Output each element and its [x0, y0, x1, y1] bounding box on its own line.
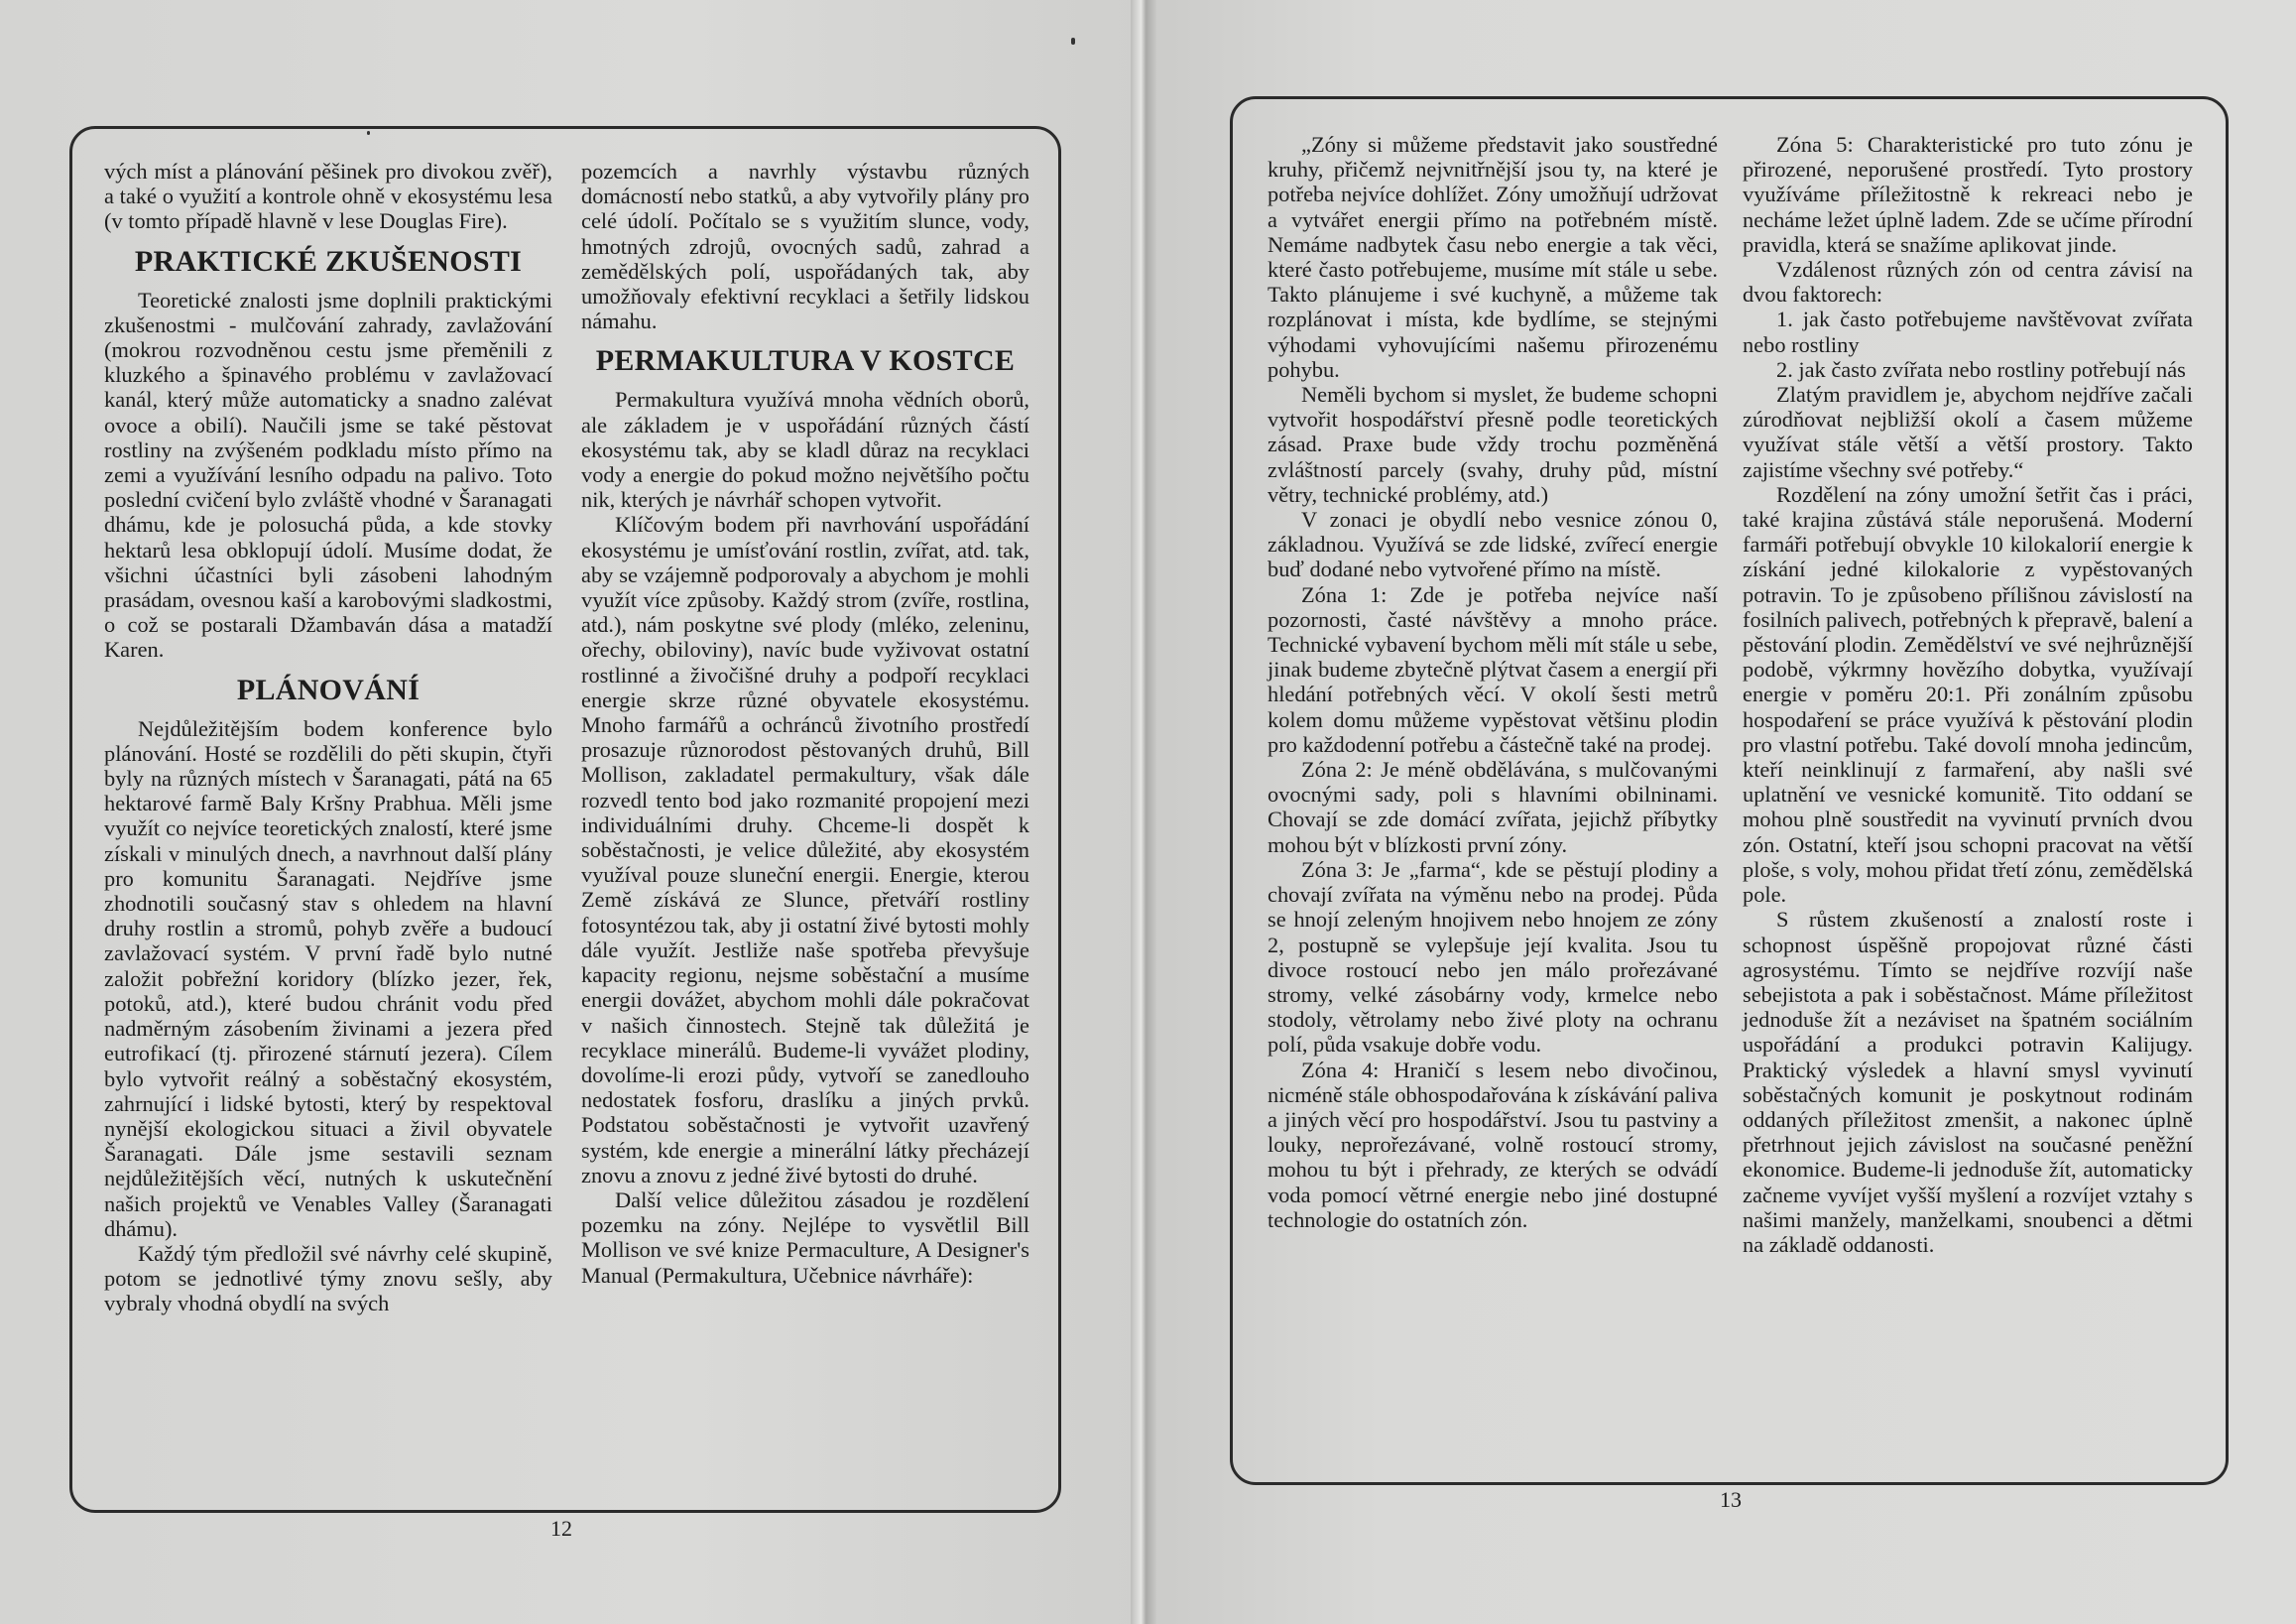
- paragraph: Klíčovým bodem při navrhování uspořádání ekosystému je umísťování rostlin, zvířat, atd. tak, aby se vzájemně podporovaly a abychom je mohli využít více způsoby. Každý strom (zvíře, rostlina, atd.), nám poskytne své plody (mléko, zeleninu, ořechy, obiloviny), navíc bude vyživovat ostatní rostlinné a živočišné druhy a podpoří recyklaci energie skrze různé obyvatele ekosystému. Mnoho farmářů a ochránců životního prostředí prosazuje různorodost pěstovaných druhů, Bill Mollison, zakladatel permakultury, však dále rozvedl tento bod jako rozmanité propojení mezi individuálními druhy. Chceme-li dospět k soběstačnosti, je velice důležité, aby ekosystém využíval pouze sluneční energii. Energie, kterou Země získává ze Slunce, přetváří rostliny fotosyntézou tak, aby ji ostatní živé bytosti mohly dále využít. Jestliže naše spotřeba převyšuje kapacity regionu, nejsme soběstační a musíme energii dovážet, abychom mohli dále pokračovat v našich činnostech. Stejně tak důležitá je recyklace minerálů. Budeme-li vyvážet plodiny, dovolíme-li erozi půdy, vytvoří se zanedlouho nedostatek fosforu, draslíku a jiných prvků. Podstatou soběstačnosti je vytvořit uzavřený systém, kde energie a minerální látky přecházejí znovu a znovu z jedné živé bytosti do druhé.: [581, 512, 1029, 1187]
- paragraph: Permakultura využívá mnoha vědních oborů, ale základem je v uspořádání různých částí ekosystému tak, aby se kladl důraz na recyklaci vody a energie do pokud možno největšího počtu nik, kterých je návrhář schopen vytvořit.: [581, 387, 1029, 513]
- paragraph: Rozdělení na zóny umožní šetřit čas i práci, také krajina zůstává stále neporušená. Moderní farmáři potřebují obvykle 10 kilokalorií energie k získání jedné kilokalorie z vypěstovaných potravin. To je způsobeno přílišnou závislostí na fosilních palivech, potřebných k přepravě, balení a pěstování plodin. Zemědělství ve své nejhrůznější podobě, výkrmny hovězího dobytka, využívají energie v poměru 20:1. Při zonálním způsobu hospodaření se práce využívá k pěstování plodin pro vlastní potřebu. Také dovolí mnoha jedincům, kteří neinklinují z farmaření, aby našli své uplatnění ve vesnické komunitě. Tito oddaní se mohou plně soustředit na vyvinutí prvních dvou zón. Ostatní, kteří jsou schopni pracovat na větší ploše, s voly, mohou přidat třetí zónu, zemědělská pole.: [1743, 481, 2193, 908]
- left-page-column-2: [581, 159, 1029, 1288]
- paragraph: Zóna 4: Hraničí s lesem nebo divočinou, nicméně stále obhospodařována k získávání paliva a jiných věcí pro hospodářství. Jsou tu pastviny a louky, neprořezávané, volně rostoucí stromy, mohou tu být i přehrady, ze kterých se odvádí voda pomocí větrné energie nebo jiné dostupné technologie do ostatních zón.: [1268, 1057, 1718, 1232]
- paragraph: Zóna 3: Je „farma“, kde se pěstují plodiny a chovají zvířata na výměnu nebo na prodej. Půda se hnojí zeleným hnojivem nebo hnojem ze zóny 2, postupně se vylepšuje její kvalita. Jsou tu divoce rostoucí nebo jen málo prořezávané stromy, velké zásobárny vody, krmelce nebo stodoly, větrolamy nebo živé ploty na ochranu polí, půda vsakuje dobře vodu.: [1268, 856, 1718, 1058]
- paragraph: pozemcích a navrhly výstavbu různých domácností nebo statků, a aby vytvořily plány pro celé údolí. Počítalo se s využitím slunce, vody, hmotných zdrojů, ovocných sadů, zahrad a zemědělských polí, uspořádaných tak, aby umožňovaly efektivní recyklaci a šetřily lidskou námahu.: [581, 159, 1029, 334]
- paragraph: S růstem zkušeností a znalostí roste i schopnost úspěšně propojovat různé části agrosystému. Tímto se nejdříve rozvíjí naše sebejistota a pak i soběstačnost. Máme příležitost jednoduše žít a nezáviset na špatném sociálním uspořádání a produkci potravin Kalijugy. Praktický výsledek a hlavní smysl vyvinutí soběstačných komunit je poskytnout rodinám oddaných příležitost zmenšit, a nakonec úplně přetrhnout jejich závislost na současné peněžní ekonomice. Budeme-li jednoduše žít, automaticky začneme vyvíjet vyšší myšlení a rozvíjet vztahy s našimi manžely, manželkami, snoubenci a dětmi na základě oddanosti.: [1743, 907, 2193, 1257]
- section-heading: PLÁNOVÁNÍ: [236, 673, 421, 706]
- paragraph: vých míst a plánování pěšinek pro divokou zvěř), a také o využití a kontrole ohně v ekosystému lesa (v tomto případě hlavně v lese Douglas Fire).: [104, 159, 552, 234]
- paragraph: Zóna 2: Je méně obdělávána, s mulčovanými ovocnými sady, poli s hlavními obilninami. Chovají se zde domácí zvířata, jejichž příbytky mohou být v blízkosti první zóny.: [1268, 757, 1718, 857]
- paragraph: Zóna 1: Zde je potřeba nejvíce naší pozornosti, časté návštěvy a mnoho práce. Technické vybavení bychom měli mít stále u sebe, jinak budeme zbytečně plýtvat časem a energií při hledání potřebných věcí. V okolí šesti metrů kolem domu můžeme vypěstovat většinu plodin pro každodenní potřebu a částečně také na prodej.: [1268, 581, 1718, 757]
- page-number: 13: [1720, 1487, 1742, 1512]
- print-speck: [1071, 38, 1075, 45]
- book-spine: [1131, 0, 1156, 1624]
- left-page-column-1: [104, 159, 552, 1316]
- paragraph: Neměli bychom si myslet, že budeme schopni vytvořit hospodářství přesně podle teoretických zásad. Praxe bude vždy trochu pozměněná zvláštností parcely (svahy, druhy půd, místní větry, technické problémy, atd.): [1268, 382, 1718, 507]
- paragraph: Každý tým předložil své návrhy celé skupině, potom se jednotlivé týmy znovu sešly, aby vybraly vhodná obydlí na svých: [104, 1240, 552, 1316]
- paragraph: „Zóny si můžeme představit jako soustředné kruhy, přičemž nejvnitřnější jsou ty, na které je potřeba nejvíce dohlížet. Zóny umožňují udržovat a vytvářet energii přímo na potřebném místě. Nemáme nadbytek času nebo energie a tak věci, které často potřebujeme, musíme mít stále u sebe. Takto plánujeme i své kuchyně, a můžeme tak rozplánovat i místa, kde bydlíme, se stejnými výhodami vyhovujícími našemu přirozenému pohybu.: [1268, 132, 1718, 382]
- section-heading: PERMAKULTURA V KOSTCE: [595, 344, 1016, 378]
- page-number: 12: [550, 1516, 572, 1541]
- paragraph: 1. jak často potřebujeme navštěvovat zvířata nebo rostliny: [1743, 307, 2193, 357]
- paragraph: V zonaci je obydlí nebo vesnice zónou 0, základnou. Využívá se zde lidské, zvířecí energie buď dodané nebo vytvořené přímo na místě.: [1268, 507, 1718, 582]
- paragraph: Vzdálenost různých zón od centra závisí na dvou faktorech:: [1743, 257, 2193, 308]
- paragraph: Zóna 5: Charakteristické pro tuto zónu je přirozené, neporušené prostředí. Tyto prostory využíváme příležitostně k rekreaci nebo je necháme ležet úplně ladem. Zde se učíme přírodní pravidla, která se snažíme aplikovat jinde.: [1743, 132, 2193, 257]
- paragraph: 2. jak často zvířata nebo rostliny potřebují nás: [1776, 356, 2186, 382]
- paragraph: Zlatým pravidlem je, abychom nejdříve začali zúrodňovat nejbližší okolí a časem můžeme využívat stále větší a větší prostory. Takto zajistíme všechny své potřeby.“: [1743, 382, 2193, 482]
- paragraph: Teoretické znalosti jsme doplnili praktickými zkušenostmi - mulčování zahrady, zavlažování (mokrou rozvodněnou cestu jsme přeměnili z kluzkého a špinavého problému v zavlažovací kanál, který může automaticky a snadno zalévat ovoce a obilí). Naučili jsme se také pěstovat rostliny na zvýšeném podkladu místo přímo na zemi a využívání lesního odpadu na palivo. Toto poslední cvičení bylo zvláště vhodné v Šaranagati dhámu, kde je polosuchá půda, a kde stovky hektarů lesa obklopují údolí. Musíme dodat, že všichni účastníci byli zásobeni lahodným prasádam, ovesnou kaší a karobovými sladkostmi, o což se postarali Džambaván dása a matadží Karen.: [104, 287, 552, 663]
- right-page-column-2: [1743, 132, 2193, 1257]
- section-heading: PRAKTICKÉ ZKUŠENOSTI: [134, 244, 523, 278]
- right-page-column-1: [1268, 132, 1718, 1232]
- paragraph: Nejdůležitějším bodem konference bylo plánování. Hosté se rozdělili do pěti skupin, čtyři byly na různých místech v Šaranagati, pátá na 65 hektarové farmě Baly Kršny Prabhua. Měli jsme využít co nejvíce teoretických znalostí, které jsme získali v minulých dnech, a navrhnout další plány pro komunitu Šaranagati. Nejdříve jsme zhodnotili současný stav s ohledem na hlavní druhy rostlin a stromů, pohyb zvěře a budoucí zavlažovací systém. V první řadě bylo nutné založit pobřežní koridory (blízko jezer, řek, potoků, atd.), které budou chránit vodu před nadměrným zásobením živinami a jezera před eutrofikací (tj. přirozené stárnutí jezera). Cílem bylo vytvořit reálný a soběstačný ekosystém, zahrnující i lidské bytosti, který by respektoval nynější ekologickou situaci a živil obyvatele Šaranagati. Dále jsme sestavili seznam nejdůležitějších věcí, nutných k uskutečnění našich projektů ve Venables Valley (Šaranagati dhámu).: [104, 715, 552, 1241]
- paragraph: Další velice důležitou zásadou je rozdělení pozemku na zóny. Nejlépe to vysvětlil Bill Mollison ve své knize Permaculture, A Designer's Manual (Permakultura, Učebnice návrháře):: [581, 1187, 1029, 1288]
